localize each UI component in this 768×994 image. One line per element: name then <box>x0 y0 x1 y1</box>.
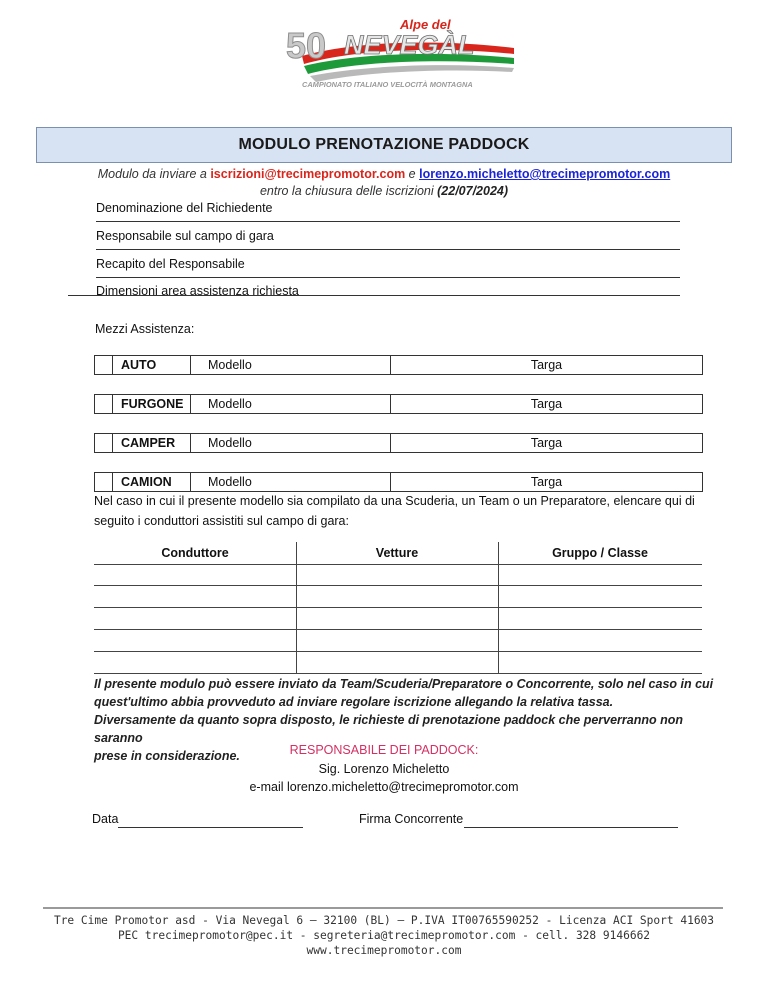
table-row-line <box>94 629 702 630</box>
vehicle-type: CAMION <box>112 473 191 491</box>
title-box <box>36 127 732 163</box>
column-header-conduttore: Conduttore <box>161 546 229 560</box>
mezzi-assistenza-label: Mezzi Assistenza: <box>95 322 195 336</box>
field-recapito[interactable] <box>96 257 680 275</box>
field-label: Denominazione del Richiedente <box>96 201 273 215</box>
note-line: Il presente modulo può essere inviato da Team/Scuderia/Preparatore o Concorrente, solo nel caso in cui <box>94 677 714 691</box>
signature-label: Firma Concorrente <box>359 812 464 826</box>
column-header-gruppo-classe: Gruppo / Classe <box>552 546 648 560</box>
vehicle-row-auto <box>94 355 703 375</box>
vehicle-checkbox[interactable] <box>95 356 113 374</box>
responsible-title: RESPONSABILE DEI PADDOCK: <box>289 743 479 757</box>
vehicle-row-camion <box>94 472 703 492</box>
vehicle-plate-field[interactable]: Targa <box>530 358 563 372</box>
date-label: Data <box>92 812 119 826</box>
vehicle-checkbox[interactable] <box>95 434 113 452</box>
deadline-line <box>36 184 732 198</box>
logo-top-text: Alpe del <box>400 17 451 32</box>
footer-line-company: Tre Cime Promotor asd - Via Nevegal 6 – 32100 (BL) – P.IVA IT00765590252 - Licenza ACI Sport 41603 <box>53 914 715 927</box>
field-responsabile[interactable] <box>96 229 680 247</box>
vehicle-type: AUTO <box>112 356 191 374</box>
column-header-vetture: Vetture <box>375 546 419 560</box>
alpe-del-nevegal-logo <box>282 12 522 90</box>
date-field[interactable] <box>118 827 303 828</box>
email-iscrizioni[interactable]: iscrizioni@trecimepromotor.com <box>210 167 406 181</box>
table-row-line <box>94 651 702 652</box>
field-underline <box>96 249 680 250</box>
vehicle-plate-field[interactable]: Targa <box>530 436 563 450</box>
email-micheletto-link[interactable]: lorenzo.micheletto@trecimepromotor.com <box>419 167 671 181</box>
responsible-email: e-mail lorenzo.micheletto@trecimepromotor.com <box>249 780 519 794</box>
table-row-line <box>94 673 702 674</box>
table-row-line <box>94 585 702 586</box>
form-title: MODULO PRENOTAZIONE PADDOCK <box>238 136 530 153</box>
field-underline <box>96 277 680 278</box>
send-prefix: Modulo da inviare a <box>97 167 211 181</box>
deadline-date: (22/07/2024) <box>437 184 509 198</box>
vehicle-model-field[interactable]: Modello <box>191 434 391 452</box>
table-column-divider <box>296 542 297 674</box>
field-label: Responsabile sul campo di gara <box>96 229 274 243</box>
footer-website[interactable]: www.trecimepromotor.com <box>306 944 462 957</box>
deadline-prefix: entro la chiusura delle iscrizioni <box>259 184 438 198</box>
send-connector: e <box>405 167 420 181</box>
note-line: quest'ultimo abbia provveduto ad inviare regolare iscrizione allegando la relativa tassa. <box>94 695 614 709</box>
field-underline <box>68 295 680 296</box>
field-underline <box>96 221 680 222</box>
logo-sub-text: CAMPIONATO ITALIANO VELOCITÀ MONTAGNA <box>302 80 473 89</box>
field-denominazione[interactable] <box>96 201 680 219</box>
signature-field[interactable] <box>464 827 678 828</box>
send-instructions <box>36 167 732 181</box>
table-row-line <box>94 564 702 565</box>
vehicle-row-furgone <box>94 394 703 414</box>
vehicle-model-field[interactable]: Modello <box>191 395 391 413</box>
vehicle-row-camper <box>94 433 703 453</box>
field-label: Recapito del Responsabile <box>96 257 245 271</box>
logo-main-text: NEVEGÀL <box>344 30 475 60</box>
logo-number: 50 <box>286 25 327 66</box>
vehicle-plate-field[interactable]: Targa <box>530 475 563 489</box>
vehicle-model-field[interactable]: Modello <box>191 356 391 374</box>
footer-divider <box>43 907 723 909</box>
responsible-name: Sig. Lorenzo Micheletto <box>318 762 450 776</box>
drivers-table <box>94 542 702 674</box>
vehicle-type: CAMPER <box>112 434 191 452</box>
drivers-intro-text: Nel caso in cui il presente modello sia compilato da una Scuderia, un Team o un Preparatore, elencare qui di seguito i conduttori assistiti sul campo di gara: <box>94 494 695 528</box>
vehicle-type: FURGONE <box>112 395 191 413</box>
footer-line-contacts: PEC trecimepromotor@pec.it - segreteria@trecimepromotor.com - cell. 328 9146662 <box>117 929 651 942</box>
table-column-divider <box>498 542 499 674</box>
vehicle-model-field[interactable]: Modello <box>191 473 391 491</box>
table-row-line <box>94 607 702 608</box>
vehicle-checkbox[interactable] <box>95 395 113 413</box>
note-line: prese in considerazione. <box>94 749 240 763</box>
vehicle-plate-field[interactable]: Targa <box>530 397 563 411</box>
note-line: Diversamente da quanto sopra disposto, le richieste di prenotazione paddock che perverranno non saranno <box>94 713 684 745</box>
field-label: Dimensioni area assistenza richiesta <box>96 284 299 297</box>
field-dimensioni[interactable] <box>96 284 680 295</box>
vehicle-checkbox[interactable] <box>95 473 113 491</box>
